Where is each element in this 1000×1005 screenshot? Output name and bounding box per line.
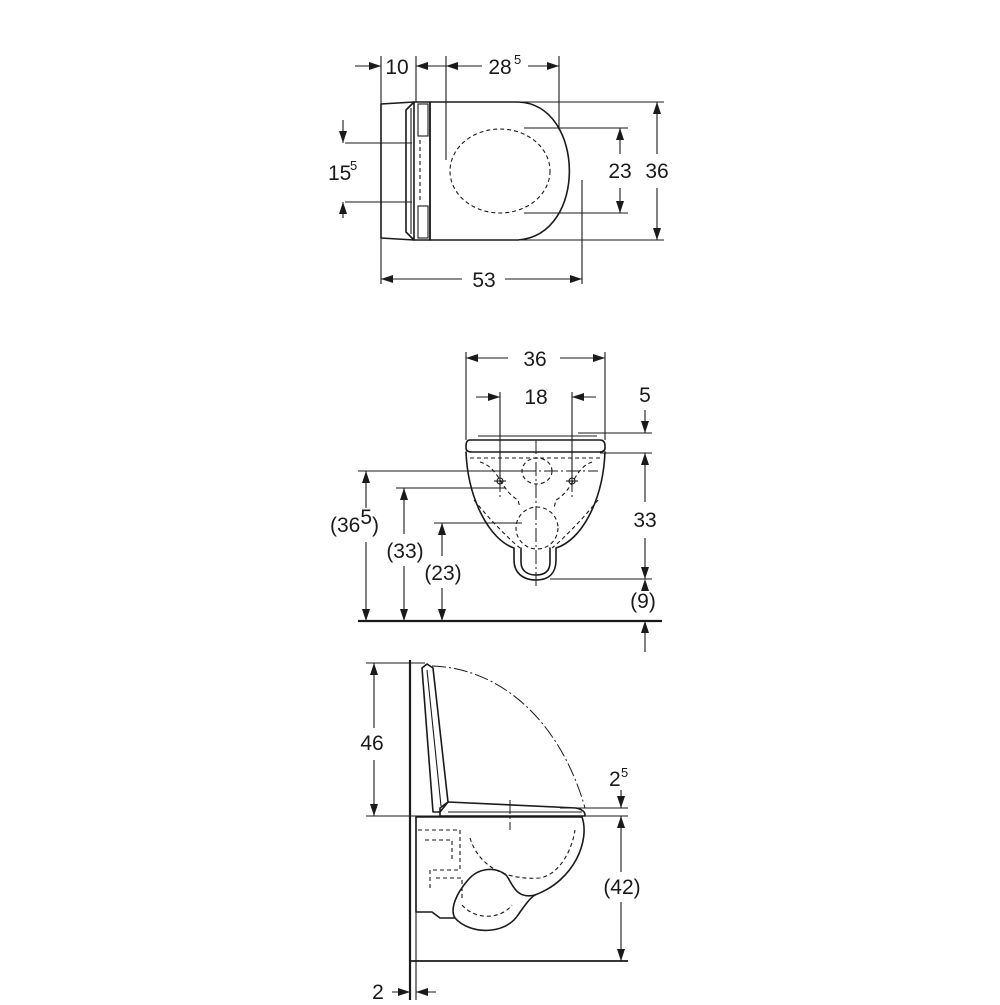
front-view-hidden-line <box>554 462 592 508</box>
arrow <box>362 609 370 621</box>
arrow <box>616 201 624 213</box>
arrow <box>547 62 559 70</box>
label-dim-5: 5 <box>639 384 651 407</box>
label-dim-23: (23) <box>424 562 462 585</box>
side-view-hidden-line <box>418 830 460 890</box>
side-view-lid-edge <box>427 670 441 806</box>
arrow <box>400 488 408 500</box>
top-view <box>328 52 669 292</box>
side-view-raised-lid <box>422 664 448 812</box>
side-view-lid-swing-arc <box>432 666 585 808</box>
arrow <box>369 62 381 70</box>
top-view-back-plate <box>381 102 414 240</box>
arrow <box>593 354 605 362</box>
arrow <box>616 128 624 140</box>
arrow <box>398 988 410 996</box>
arrow <box>572 393 584 401</box>
label-dim-18: 18 <box>524 386 548 409</box>
arrow <box>381 275 393 283</box>
top-view-bowl-opening <box>450 129 550 213</box>
front-view-outlet-hidden <box>516 507 558 549</box>
label-dim-33-left: (33) <box>386 540 424 563</box>
arrow <box>641 621 649 633</box>
side-view-bowl <box>416 817 584 918</box>
arrow <box>617 796 625 808</box>
arrow <box>617 949 625 961</box>
label-dim-42: (42) <box>603 876 641 899</box>
front-view-hidden-line <box>474 500 520 548</box>
label-dim-9: (9) <box>630 590 656 613</box>
side-view-hidden-line <box>425 840 452 862</box>
arrow <box>370 804 378 816</box>
arrow <box>400 609 408 621</box>
label-dim-10: 10 <box>385 56 409 79</box>
arrow <box>488 393 500 401</box>
arrow <box>641 453 649 465</box>
label-dim-15-sup: 5 <box>350 158 358 173</box>
side-view-hidden-line <box>462 905 512 916</box>
label-dim-2-5-sup: 5 <box>621 765 629 780</box>
label-dim-33-right: 33 <box>633 509 657 532</box>
side-view-seat <box>440 802 585 816</box>
label-dim-36: 36 <box>645 160 669 183</box>
arrow <box>416 988 428 996</box>
label-dim-53: 53 <box>472 269 496 292</box>
arrow <box>339 202 347 214</box>
arrow <box>438 609 446 621</box>
label-dim-2-5: 2 <box>609 768 621 791</box>
label-dim-46: 46 <box>360 732 384 755</box>
top-view-hinge-bottom <box>418 206 428 238</box>
arrow <box>466 354 478 362</box>
side-view <box>360 660 640 1000</box>
arrow <box>641 421 649 433</box>
side-view-bowl-underside <box>455 895 535 930</box>
arrow <box>570 275 582 283</box>
arrow <box>339 131 347 143</box>
arrow <box>362 471 370 483</box>
arrow <box>446 62 458 70</box>
label-dim-36: 36 <box>523 348 547 371</box>
label-dim-23: 23 <box>608 160 632 183</box>
label-dim-15: 15 <box>328 162 352 185</box>
top-view-hinge-top <box>418 104 428 136</box>
arrow <box>438 523 446 535</box>
arrow <box>641 567 649 579</box>
side-view-hidden-line <box>470 830 575 878</box>
front-view <box>330 348 662 652</box>
arrow <box>370 663 378 675</box>
arrow <box>653 228 661 240</box>
top-view-seat-outline <box>430 102 569 240</box>
side-view-hidden-line <box>436 878 462 900</box>
label-dim-2: 2 <box>372 981 384 1000</box>
arrow <box>416 62 428 70</box>
front-view-hidden-line <box>552 500 598 548</box>
label-dim-28-sup: 5 <box>514 52 522 67</box>
label-dim-28: 28 <box>488 56 512 79</box>
arrow <box>653 102 661 114</box>
label-dim-36-5: (365) <box>330 506 380 537</box>
